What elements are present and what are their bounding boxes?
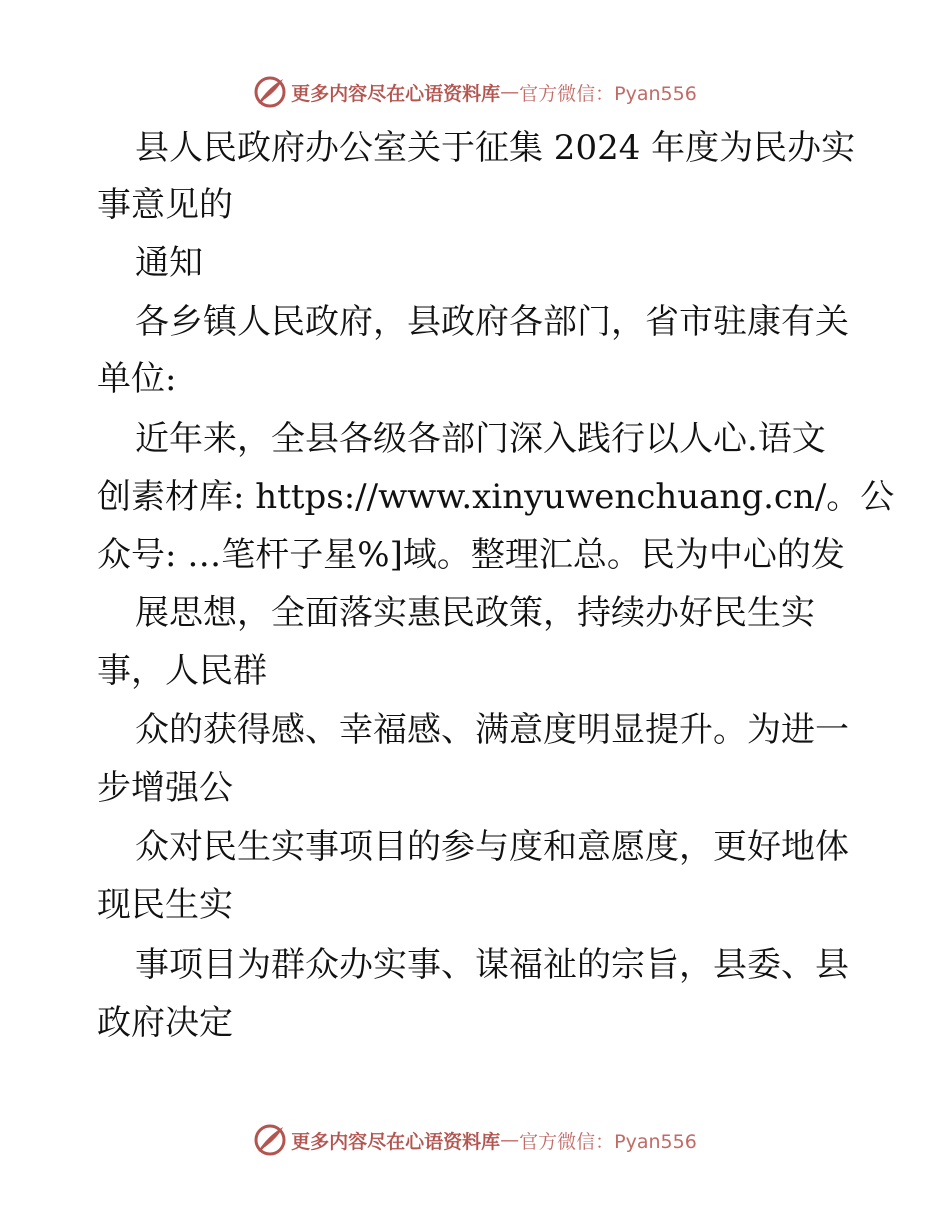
banner-dash: — xyxy=(500,1129,520,1151)
doc-line: 众对民生实事项目的参与度和意愿度，更好地体 xyxy=(135,827,849,867)
doc-line: 众号: …笔杆子星%]域。整理汇总。民为中心的发 xyxy=(97,535,845,575)
doc-line: 通知 xyxy=(135,243,203,283)
header-banner xyxy=(0,72,950,112)
doc-line: 现民生实 xyxy=(97,885,233,925)
banner-wechat: 官方微信：Pyan556 xyxy=(519,1130,697,1153)
doc-line: 展思想，全面落实惠民政策，持续办好民生实 xyxy=(135,593,815,633)
doc-line: 创素材库: https://www.xinyuwenchuang.cn/。公 xyxy=(97,477,895,517)
banner-text: 更多内容尽在心语资料库 xyxy=(291,1130,501,1153)
doc-line: 政府决定 xyxy=(97,1003,233,1043)
banner-text: 更多内容尽在心语资料库 xyxy=(291,82,501,105)
banner-dash: — xyxy=(500,81,520,103)
quill-pen-logo-icon xyxy=(253,75,287,109)
doc-line: 事意见的 xyxy=(97,185,233,225)
doc-line: 事项目为群众办实事、谋福祉的宗旨，县委、县 xyxy=(135,945,849,985)
quill-pen-logo-icon xyxy=(253,1123,287,1157)
doc-line: 单位: xyxy=(97,359,177,399)
doc-line: 各乡镇人民政府，县政府各部门，省市驻康有关 xyxy=(135,302,849,342)
doc-line: 步增强公 xyxy=(97,768,233,808)
footer-banner xyxy=(0,1120,950,1160)
banner-wechat: 官方微信：Pyan556 xyxy=(519,82,697,105)
doc-line: 事，人民群 xyxy=(97,651,267,691)
doc-line: 众的获得感、幸福感、满意度明显提升。为进一 xyxy=(135,710,849,750)
doc-line: 县人民政府办公室关于征集 2024 年度为民办实 xyxy=(135,128,856,168)
doc-line: 近年来，全县各级各部门深入践行以人心.语文 xyxy=(135,419,826,459)
